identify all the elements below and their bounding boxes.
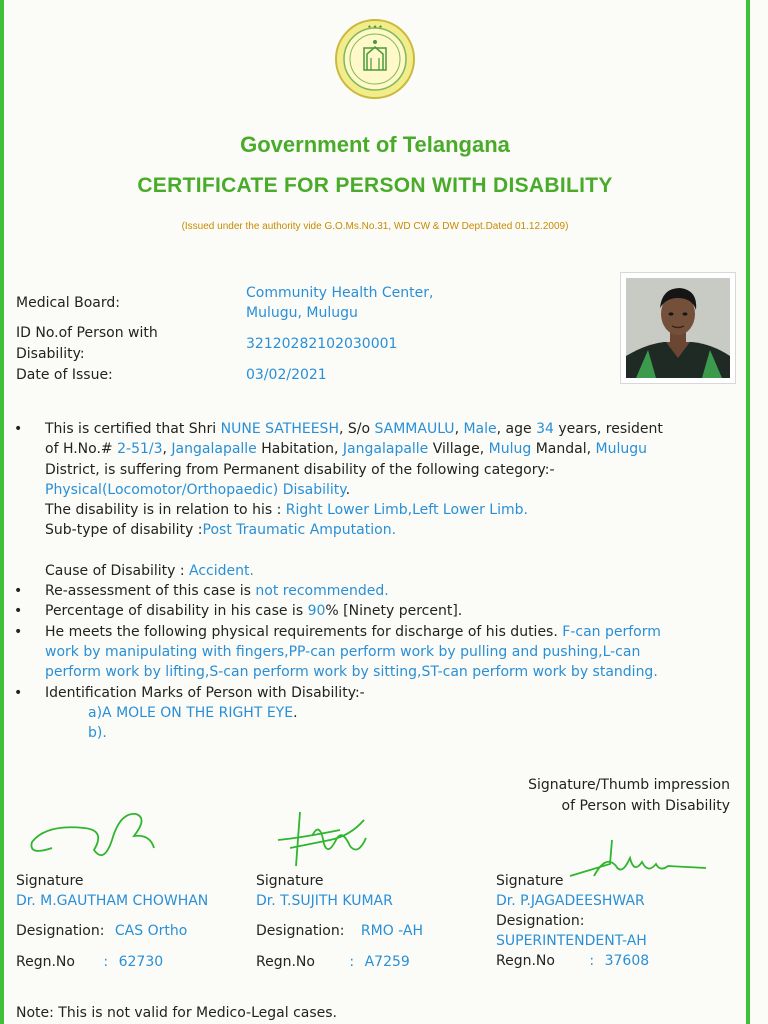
habitation: Jangalapalle (171, 441, 257, 458)
regn-row (496, 951, 649, 971)
category-line (14, 480, 734, 500)
designation-row (16, 921, 208, 941)
text: , (162, 441, 172, 458)
disability-statement: District, is suffering from Permanent disability of the following category:- (45, 461, 555, 478)
text: Mandal, (531, 441, 596, 458)
subtype-label: Sub-type of disability : (45, 522, 203, 539)
identification-mark-a (14, 703, 734, 723)
regn-separator: : (589, 953, 595, 969)
percentage-value: 90 (307, 603, 326, 620)
bullet: • (14, 583, 23, 600)
address-line (14, 439, 734, 459)
person-name: NUNE SATHEESH (220, 421, 339, 437)
text: Re-assessment of this case is (45, 583, 256, 600)
doctor-name: Dr. M.GAUTHAM CHOWHAN (16, 893, 209, 909)
relation-label: The disability is in relation to his : (45, 502, 286, 519)
text: Identification Marks of Person with Disability:- (45, 684, 365, 701)
id-label-line1: ID No.of Person with (16, 325, 158, 341)
cause-label: Cause of Disability : (45, 562, 190, 579)
bullet: • (14, 623, 23, 640)
designation-value: CAS Ortho (114, 923, 188, 939)
regn-label: Regn.No (496, 953, 555, 969)
designation-value: RMO -AH (360, 923, 424, 939)
signature-label: Signature (496, 873, 564, 889)
medical-board-label: Medical Board: (16, 295, 120, 311)
text: years, resident (553, 421, 663, 437)
text: % [Ninety percent]. (325, 603, 463, 620)
regn-value: 62730 (118, 954, 164, 970)
bullet: • (14, 421, 23, 437)
text: Village, (428, 441, 489, 458)
signatory-block (256, 871, 423, 972)
identification-mark-b: b). (88, 725, 107, 742)
person-portrait-icon (626, 278, 730, 378)
regn-value: A7259 (364, 954, 410, 970)
footer-note: Note: This is not valid for Medico-Legal cases. (16, 1005, 338, 1021)
age: 34 (536, 421, 554, 437)
text: of H.No.# (45, 441, 118, 458)
subtype-line (14, 520, 734, 540)
text: This is certified that Shri (45, 421, 221, 437)
medical-board-value-line1: Community Health Center, (246, 285, 434, 301)
subtype-value: Post Traumatic Amputation. (202, 522, 397, 539)
text: He meets the following physical requirements for discharge of his duties. (45, 623, 563, 640)
signatory-block (16, 871, 208, 972)
person-signature-line2: of Person with Disability (561, 798, 730, 814)
text: Habitation, (256, 441, 343, 458)
authority-line: (Issued under the authority vide G.O.Ms.No.31, WD CW & DW Dept.Dated 01.12.2009) (181, 221, 569, 232)
regn-row (16, 952, 208, 972)
requirements-text: F-can perform (562, 623, 661, 640)
text: . (293, 704, 298, 721)
house-number: 2-51/3 (117, 441, 163, 458)
id-value: 32120282102030001 (246, 336, 398, 352)
certificate-body (14, 419, 734, 743)
regn-label: Regn.No (16, 954, 75, 970)
doctor1-signature-icon (24, 800, 174, 870)
district: Mulugu (595, 441, 648, 458)
id-label-line2: Disability: (16, 346, 85, 362)
identification-marks-label (14, 683, 734, 703)
reassessment-line (14, 581, 734, 601)
date-value: 03/02/2021 (246, 367, 327, 383)
bullet: • (14, 603, 23, 620)
text: , S/o (338, 421, 375, 437)
cause-line (14, 561, 734, 581)
doctor2-signature-icon (270, 800, 380, 880)
designation-label: Designation: (496, 913, 585, 929)
designation-label: Designation: (256, 923, 345, 939)
certificate-title: CERTIFICATE FOR PERSON WITH DISABILITY (137, 174, 613, 197)
relation-line (14, 500, 734, 520)
relation-value: Right Lower Limb,Left Lower Limb. (285, 502, 528, 519)
village: Jangalapalle (342, 441, 429, 458)
person-photo (620, 272, 736, 384)
requirements-line3: perform work by lifting,S-can perform work by sitting,ST-can perform work by standing. (45, 664, 658, 681)
signature-label: Signature (16, 873, 84, 889)
certification-paragraph (14, 419, 734, 439)
mark-value: A MOLE ON THE RIGHT EYE (102, 704, 294, 721)
percentage-line (14, 601, 734, 621)
designation-label: Designation: (16, 923, 105, 939)
mandal: Mulug (488, 441, 532, 458)
father-name: SAMMAULU (374, 421, 455, 437)
designation-row (256, 921, 423, 941)
telangana-seal-icon (334, 18, 416, 100)
disability-category: Physical(Locomotor/Orthopaedic) Disability (45, 481, 346, 498)
regn-separator: : (103, 954, 109, 970)
designation-value: SUPERINTENDENT-AH (496, 933, 647, 949)
medical-board-value-line2: Mulugu, Mulugu (246, 305, 358, 321)
person-signature-line1: Signature/Thumb impression (528, 777, 730, 793)
svg-text:★ ★ ★: ★ ★ ★ (367, 25, 383, 30)
regn-value: 37608 (604, 953, 650, 969)
mark-prefix: a) (88, 704, 103, 721)
requirements-line1 (14, 622, 734, 642)
person-signature-note (470, 775, 730, 817)
regn-separator: : (349, 954, 355, 970)
signature-label: Signature (256, 873, 324, 889)
bullet: • (14, 684, 23, 701)
regn-row (256, 952, 423, 972)
reassessment-value: not recommended. (255, 583, 389, 600)
signatory-block (496, 871, 649, 971)
text: . (345, 481, 351, 498)
date-label: Date of Issue: (16, 367, 113, 383)
text: , age (496, 421, 537, 437)
requirements-line2: work by manipulating with fingers,PP-can perform work by pulling and pushing,L-can (45, 643, 641, 660)
cause-value: Accident. (189, 562, 254, 579)
government-title: Government of Telangana (240, 132, 510, 157)
regn-label: Regn.No (256, 954, 315, 970)
text: Percentage of disability in his case is (45, 603, 308, 620)
text: , (454, 421, 464, 437)
doctor-name: Dr. T.SUJITH KUMAR (256, 893, 393, 909)
doctor-name: Dr. P.JAGADEESHWAR (496, 893, 645, 909)
gender: Male (463, 421, 497, 437)
